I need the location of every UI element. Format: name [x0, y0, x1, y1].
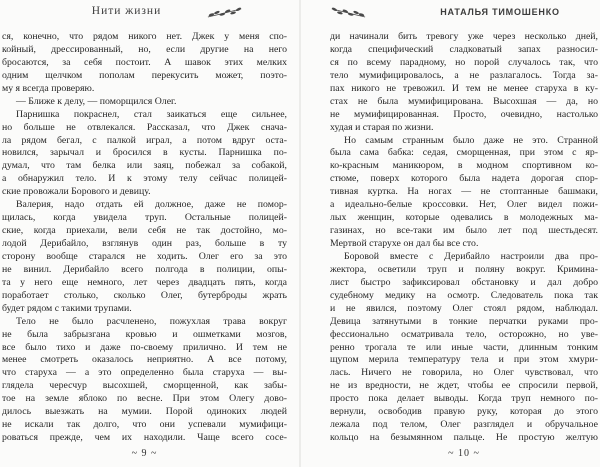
- text-line: поработает столько, сколько Олег, бутерброды жрать: [2, 289, 287, 301]
- text-line: пах никого не тревожил. И тем не менее старуха в ку-: [330, 82, 598, 94]
- text-line: все было тихо и даже по-своему прилично. И тем не: [2, 341, 287, 353]
- text-line: роваться прежде, чем их находили. Чаще всего сосе-: [2, 432, 287, 444]
- text-line: Боровой вместе с Дерибайло настроили два про-: [344, 250, 598, 262]
- text-line: когда специфический сладковатый запах разносил-: [330, 43, 598, 55]
- laurel-branch-icon: [207, 6, 243, 19]
- text-line: а идеально-белые кроссовки. Нет, Олег видел пожи-: [330, 199, 598, 211]
- text-line: та у него еще немного, лет через двадцать пять, когда: [2, 276, 287, 288]
- text-line: глядела чересчур высохшей, сморщенной, как забы-: [2, 380, 287, 392]
- text-line: стюме, поверх которого была надета дорогая спор-: [330, 173, 598, 185]
- text-line: дилось выезжать на мумии. Порой одиноких людей: [2, 406, 287, 418]
- page-left[interactable]: [2, 0, 287, 467]
- running-head-left: [2, 5, 287, 21]
- text-line: лась. Ничего не говорила, но Олег чувствовал, что: [330, 367, 598, 379]
- text-line: судебному медику на осмотр. Следователь пока так: [330, 289, 598, 301]
- page-text: [330, 31, 598, 445]
- text-line: — Ближе к делу, — поморщился Олег.: [16, 95, 177, 107]
- paragraph: [330, 251, 598, 445]
- running-head-right: [330, 5, 598, 21]
- text-line: думал, что там белка или заяц, побежал за собакой,: [2, 160, 287, 172]
- text-line: тивная куртка. На ногах — не стоптанные башмаки,: [330, 186, 598, 198]
- text-line: кольцо на безымянном пальце. Не простую желтую: [330, 432, 598, 444]
- book-title: Нити жизни: [91, 5, 162, 17]
- paragraph: [330, 31, 598, 135]
- text-line: ко-красным маникюром, в модном спортивном ко-: [330, 160, 598, 172]
- text-line: тое на земле яблоко по весне. При этом Олегу дово-: [2, 393, 287, 405]
- text-line: лых женщин, которые одевались в молодежных ма-: [330, 212, 598, 224]
- text-line: ди начинали бить тревогу уже через несколько дней,: [330, 31, 598, 42]
- text-line: му я всегда проверяю.: [2, 82, 95, 94]
- text-line: бросаются, за себя постоит. А шавок этих мелких: [2, 56, 287, 68]
- text-line: будет рядом с такими трупами.: [2, 302, 132, 314]
- text-line: сторону вообще старался не ходить. Олег его за это: [2, 250, 287, 262]
- paragraph: [2, 96, 287, 109]
- text-line: одним щелчком пополам перекусить может, поэто-: [2, 69, 287, 81]
- text-line: ся по всему парадному, но порой случалось так, что: [330, 56, 598, 68]
- text-line: Девица затянутыми в тонкие перчатки руками про-: [330, 315, 598, 327]
- page-gutter-divider: [299, 0, 301, 467]
- page-number: ~ 9 ~: [131, 448, 158, 459]
- text-line: не винил. Дерибайло всего полгода в полиции, опы-: [2, 263, 287, 275]
- text-line: койный, дрессированный, но, если другие на него: [2, 43, 287, 55]
- text-line: ла рядом бегал, с палкой играл, а потом вдруг оста-: [2, 134, 287, 146]
- text-line: стах не была мумифицирована. Высохшая — да, но: [330, 95, 598, 107]
- text-line: ские, когда приехали, вели себя не так достойно, мо-: [2, 225, 287, 237]
- paragraph: [2, 316, 287, 445]
- text-line: менее смотреть оказалось неприятно. А все потому,: [2, 354, 287, 366]
- page-text: [2, 31, 287, 445]
- paragraph: [330, 135, 598, 251]
- text-line: новился, зарычал и бросился в кусты. Парнишка по-: [2, 147, 287, 159]
- text-line: жектора, осветили труп и поляну вокруг. Кримина-: [330, 263, 598, 275]
- text-line: не была забрызгана кровью и ошметками мозгов,: [2, 328, 287, 340]
- text-line: вернули, освободив правую руку, которая до этого: [330, 406, 598, 418]
- paragraph: [2, 109, 287, 200]
- text-line: не искали так долго, что они успевали мумифици-: [2, 419, 287, 431]
- text-line: Но самым странным было даже не это. Странной: [344, 134, 598, 146]
- text-line: Валерия, надо отдать ей должное, даже не помор-: [16, 199, 287, 211]
- page-right[interactable]: [330, 0, 598, 467]
- paragraph: [2, 31, 287, 96]
- text-line: ренно трогала те или иные части, длинным тонким: [330, 341, 598, 353]
- laurel-branch-icon: [330, 6, 366, 19]
- paragraph: [2, 199, 287, 315]
- text-line: худая и старая по жизни.: [330, 121, 434, 133]
- text-line: Тело не было расчленено, пожухлая трава вокруг: [16, 315, 287, 327]
- text-line: не мумифицированная. Просто, очевидно, настолько: [330, 108, 598, 120]
- text-line: лежала под телом, Олег разглядел и обручальное: [330, 419, 598, 431]
- text-line: газинах, но все-таки им было лет под шестьдесят.: [330, 225, 598, 237]
- text-line: что старуха — а это определенно была старуха — вы-: [2, 367, 287, 379]
- text-line: лист быстро зафиксировал обстановку и дал добро: [330, 276, 598, 288]
- text-line: но больше не отвлекался. Рассказал, что Джек снача-: [2, 121, 287, 133]
- text-line: Парнишка покраснел, стал заикаться еще сильнее,: [16, 108, 287, 120]
- text-line: щупом мерила температуру тела и при этом хмури-: [330, 354, 598, 366]
- text-line: щилась, когда увидела труп. Остальные полицей-: [2, 212, 287, 224]
- text-line: а обнаружил тело. И к этому телу сейчас полицей-: [2, 173, 287, 185]
- text-line: Мертвой старухе он дал бы все сто.: [330, 238, 479, 249]
- text-line: лодой Дерибайло, взглянув один раз, больше в ту: [2, 238, 287, 249]
- author-name: НАТАЛЬЯ ТИМОШЕНКО: [440, 7, 560, 17]
- text-line: ские провожали Борового и девицу.: [2, 186, 151, 198]
- text-line: фессионально осматривала тело, осторожно, но уве-: [330, 328, 598, 340]
- text-line: тело мумифицировалось, а не разлагалось. Тогда за-: [330, 69, 598, 81]
- text-line: ся, конечно, что рядом никого нет. Джек у меня спо-: [2, 31, 287, 42]
- text-line: была сама бабка: седая, сморщенная, при этом с яр-: [330, 147, 598, 159]
- text-line: и не явился, поэтому Олег стоял рядом, наблюдал.: [330, 302, 598, 314]
- text-line: просто пока делает выводы. Когда труп немного по-: [330, 393, 598, 405]
- text-line: не из вредности, не ждет, чтобы ее спросили первой,: [330, 380, 598, 392]
- page-number: ~ 10 ~: [448, 448, 480, 459]
